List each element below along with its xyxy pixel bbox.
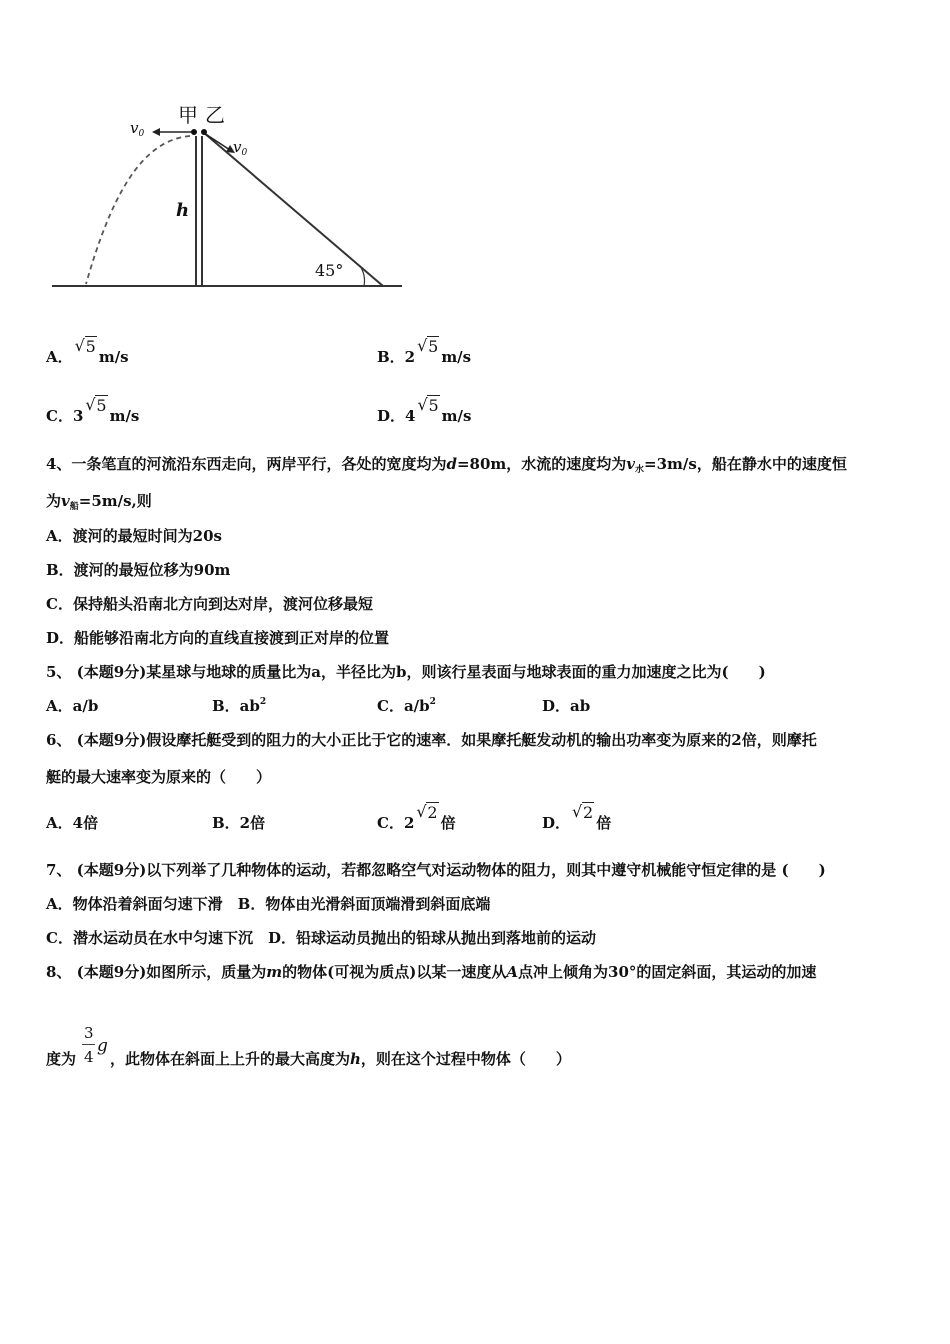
q7-options-cd: C．潜水运动员在水中匀速下沉 D．铅球运动员抛出的铅球从抛出到落地前的运动: [46, 929, 596, 947]
fraction-bar: [82, 1044, 95, 1045]
fraction-g: g: [97, 1036, 108, 1056]
label-yi: 乙: [205, 103, 225, 127]
q5-option-b: B．$ab^2$: [212, 697, 267, 715]
label-angle: 45°: [315, 261, 344, 280]
trajectory-curve: [86, 136, 190, 284]
v0-right-arrow: [204, 133, 230, 150]
q4-option-c: C．保持船头沿南北方向到达对岸，渡河位移最短: [46, 595, 373, 613]
incline: [203, 132, 383, 286]
q3-option-a: A．√ 5m/s: [46, 348, 129, 366]
q6-option-d: D．√ 2倍: [542, 814, 611, 832]
q5-option-a: A．a/b: [46, 697, 99, 715]
q8-stem-line2-start: 度为: [46, 1050, 77, 1068]
q4-stem-line2: 为$v_船=5m/s$,则: [46, 492, 152, 512]
q4-option-d: D．船能够沿南北方向的直线直接渡到正对岸的位置: [46, 629, 390, 647]
q6-option-a: A．4倍: [46, 814, 99, 832]
q8-stem-line2-rest: ，此物体在斜面上上升的最大高度为h，则在这个过程中物体（ ）: [110, 1050, 571, 1068]
fraction-numerator: 3: [84, 1024, 94, 1042]
q7-options-ab: A．物体沿着斜面匀速下滑 B．物体由光滑斜面顶端滑到斜面底端: [46, 895, 491, 913]
q4-option-a: A．渡河的最短时间为20s: [46, 527, 222, 545]
q6-stem-line1: 6、 (本题9分)假设摩托艇受到的阻力的大小正比于它的速率．如果摩托艇发动机的输出功率变为原来的2倍，则摩托: [46, 731, 817, 749]
q7-stem: 7、 (本题9分)以下列举了几种物体的运动，若都忽略空气对运动物体的阻力，则其中遵守机械能守恒定律的是 ( ): [46, 861, 826, 879]
label-v0-right: $v_0$: [233, 138, 248, 158]
label-h: h: [176, 200, 190, 221]
q4-stem-line1: 4、一条笔直的河流沿东西走向，两岸平行，各处的宽度均为d=80m，水流的速度均为$v_水=3m/s$，船在静水中的速度恒: [46, 455, 847, 475]
fraction-denominator: 4: [84, 1048, 94, 1066]
q3-option-c: C．3√ 5m/s: [46, 407, 139, 425]
q6-stem-line2: 艇的最大速率变为原来的（ ）: [46, 768, 272, 786]
label-v0-left: $v_0$: [130, 119, 145, 139]
point-jia: [191, 129, 197, 135]
label-jia: 甲: [178, 103, 198, 127]
q3-option-b: B．2√ 5m/s: [377, 348, 471, 366]
q3-option-d: D．4√ 5m/s: [377, 407, 471, 425]
q5-option-d: D．ab: [542, 697, 591, 715]
q8-stem-line1: 8、 (本题9分)如图所示，质量为m的物体(可视为质点)以某一速度从A点冲上倾角为30°的固定斜面，其运动的加速: [46, 963, 817, 981]
q4-option-b: B．渡河的最短位移为90m: [46, 561, 231, 579]
q6-option-b: B．2倍: [212, 814, 266, 832]
point-yi: [201, 129, 207, 135]
q5-option-c: C．$a/b^2$: [377, 697, 436, 715]
q6-option-c: C．2√ 2倍: [377, 814, 456, 832]
q5-stem: 5、 (本题9分)某星球与地球的质量比为a，半径比为b，则该行星表面与地球表面的重力加速度之比为( ): [46, 663, 766, 681]
projectile-figure: [40, 100, 420, 300]
